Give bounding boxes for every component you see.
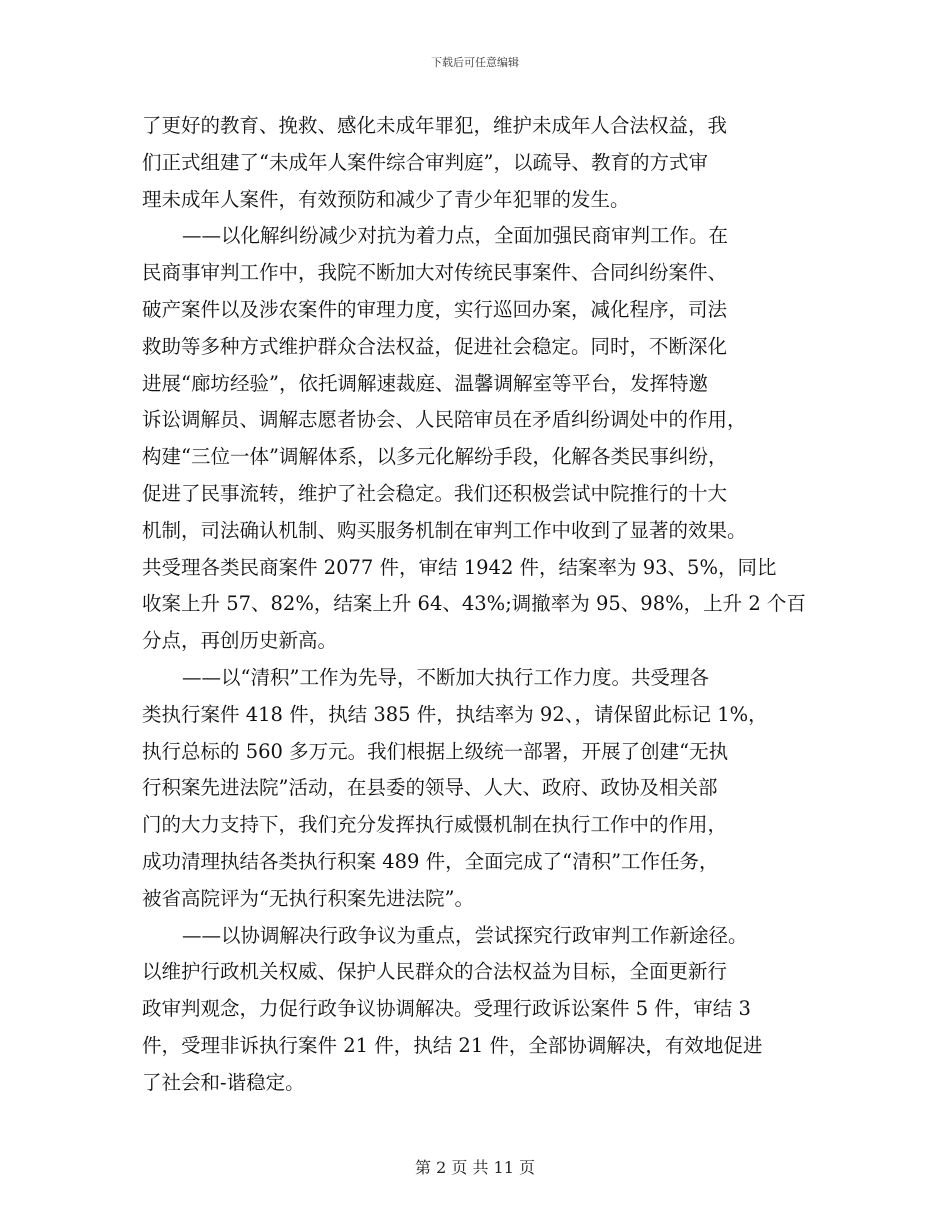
text-line: 促进了民事流转，维护了社会稳定。我们还积极尝试中院推行的十大 <box>142 481 728 505</box>
text-line: 分点，再创历史新高。 <box>142 629 338 653</box>
text-line: 类执行案件 418 件，执结 385 件，执结率为 92、，请保留此标记 1%， <box>142 702 768 726</box>
text-line: 被省高院评为“无执行积案先进法院”。 <box>142 886 474 910</box>
text-line: ——以化解纠纷减少对抗为着力点，全面加强民商审判工作。在 <box>182 224 729 248</box>
text-line: 共受理各类民商案件 2077 件，审结 1942 件，结案率为 93、5%，同比 <box>142 555 777 579</box>
text-line: 民商事审判工作中，我院不断加大对传统民事案件、合同纠纷案件、 <box>142 261 728 285</box>
text-line: 进展“廊坊经验”，依托调解速裁庭、温馨调解室等平台，发挥特邀 <box>142 371 708 395</box>
text-line: 门的大力支持下，我们充分发挥执行威慑机制在执行工作中的作用， <box>142 813 728 837</box>
text-line: 破产案件以及涉农案件的审理力度，实行巡回办案，减化程序，司法 <box>142 297 728 321</box>
text-line: 机制，司法确认机制、购买服务机制在审判工作中收到了显著的效果。 <box>142 518 747 542</box>
text-line: 执行总标的 560 多万元。我们根据上级统一部署，开展了创建“无执 <box>142 739 729 763</box>
text-line: 救助等多种方式维护群众合法权益，促进社会稳定。同时，不断深化 <box>142 334 728 358</box>
text-line: 行积案先进法院”活动，在县委的领导、人大、政府、政协及相关部 <box>142 776 718 800</box>
text-line: ——以协调解决行政争议为重点，尝试探究行政审判工作新途径。 <box>182 923 748 947</box>
text-line: 收案上升 57、82%，结案上升 64、43%;调撤率为 95、98%，上升 2 个百 <box>142 592 806 616</box>
text-line: 了更好的教育、挽救、感化未成年罪犯，维护未成年人合法权益，我 <box>142 114 728 137</box>
page-header: 下载后可任意编辑 <box>431 56 519 69</box>
document-body <box>142 108 812 1102</box>
text-line: 们正式组建了“未成年人案件综合审判庭”，以疏导、教育的方式审 <box>142 150 708 174</box>
text-line: 诉讼调解员、调解志愿者协会、人民陪审员在矛盾纠纷调处中的作用， <box>142 408 747 432</box>
text-line: 成功清理执结各类执行积案 489 件，全面完成了“清积”工作任务， <box>142 849 719 873</box>
page-number-footer: 第 2 页 共 11 页 <box>415 1158 535 1177</box>
text-line: 了社会和-谐稳定。 <box>142 1070 305 1094</box>
text-line: 件，受理非诉执行案件 21 件，执结 21 件，全部协调解决，有效地促进 <box>142 1033 763 1057</box>
text-line: 构建“三位一体”调解体系，以多元化解纷手段，化解各类民事纠纷， <box>142 445 728 469</box>
text-line: ——以“清积”工作为先导，不断加大执行工作力度。共受理各 <box>182 665 709 689</box>
text-line: 政审判观念，力促行政争议协调解决。受理行政诉讼案件 5 件，审结 3 <box>142 997 751 1021</box>
text-line: 以维护行政机关权威、保护人民群众的合法权益为目标，全面更新行 <box>142 960 728 984</box>
text-line: 理未成年人案件，有效预防和减少了青少年犯罪的发生。 <box>142 187 630 211</box>
